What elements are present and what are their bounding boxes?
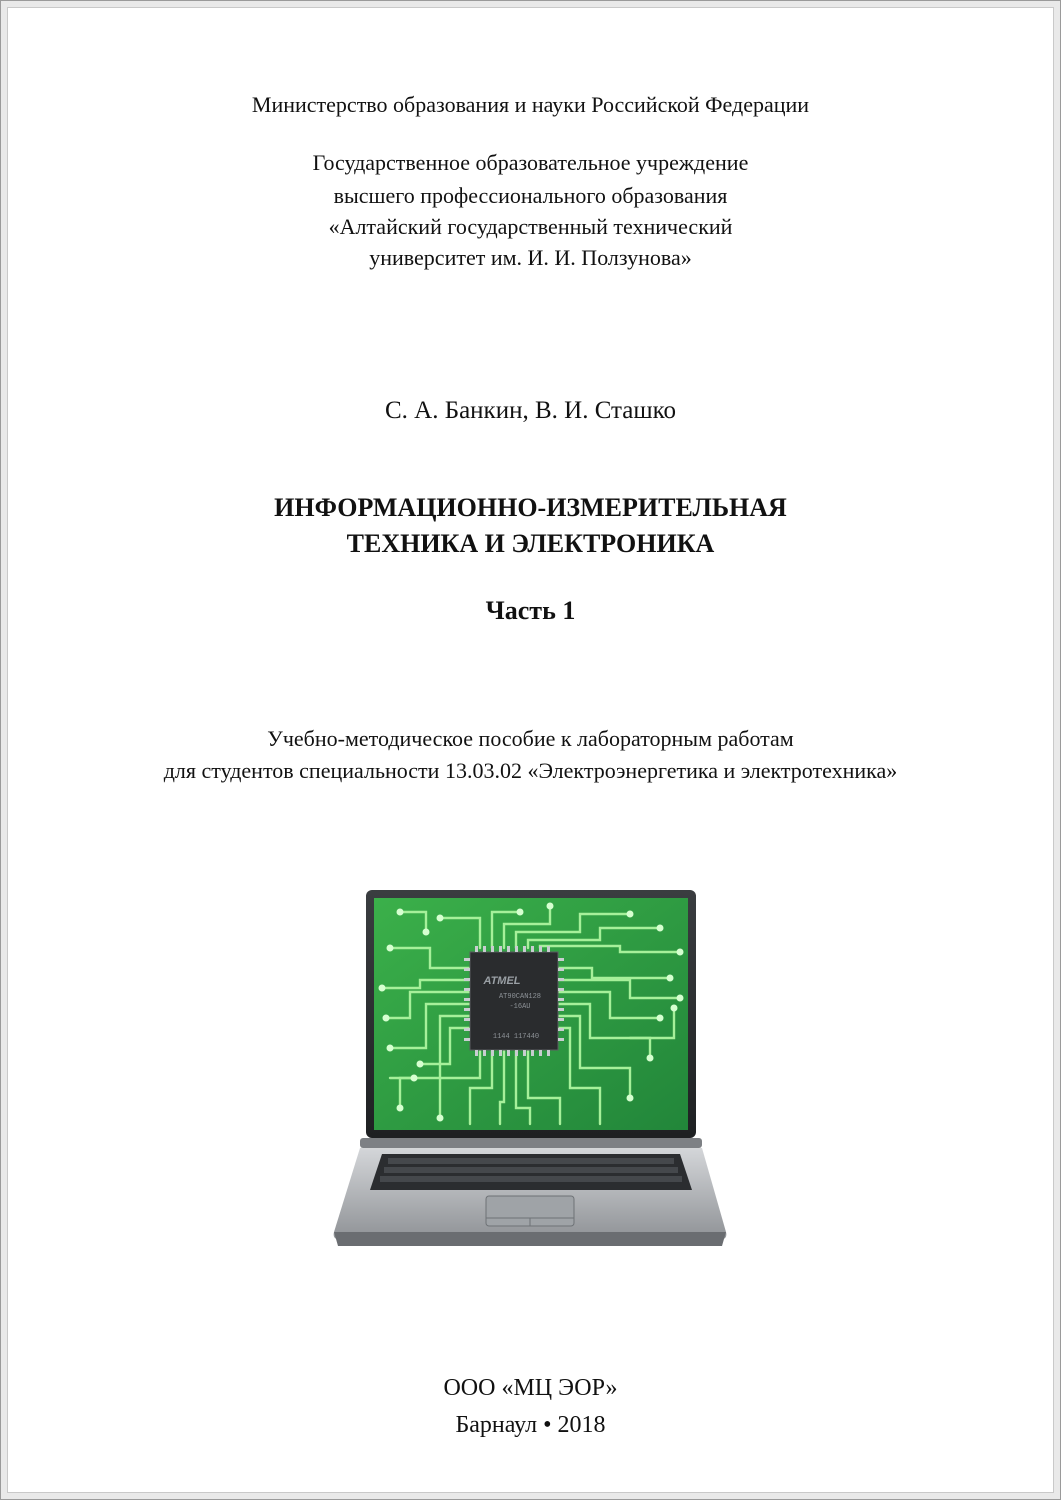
keyboard-keys — [380, 1158, 682, 1182]
description-line-2: для студентов специальности 13.03.02 «Электроэнергетика и электротехника» — [163, 758, 898, 783]
part-number: Часть 1 — [485, 596, 576, 625]
laptop-front-edge — [334, 1232, 726, 1246]
chip-suffix: -16AU — [509, 1003, 531, 1011]
authors: С. А. Банкин, В. И. Сташко — [385, 397, 676, 424]
publisher-name: ООО «МЦ ЭОР» — [443, 1375, 618, 1401]
chip-lot: 1144 117440 — [492, 1033, 540, 1041]
publisher-city-year: Барнаул • 2018 — [455, 1412, 606, 1438]
chip-model: AT90CAN128 — [498, 993, 542, 1001]
laptop-circuit-board-icon — [330, 888, 730, 1248]
institution-line-1: Государственное образовательное учреждение — [312, 150, 749, 175]
microcontroller-chip — [464, 946, 564, 1056]
ministry-line: Министерство образования и науки Российской Федерации — [251, 92, 810, 117]
book-title-line-2: ТЕХНИКА И ЭЛЕКТРОНИКА — [346, 529, 715, 558]
institution-line-3: «Алтайский государственный технический — [328, 214, 733, 239]
description-line-1: Учебно-методическое пособие к лабораторным работам — [267, 726, 794, 751]
book-title-line-1: ИНФОРМАЦИОННО-ИЗМЕРИТЕЛЬНАЯ — [274, 493, 787, 522]
laptop-hinge — [360, 1138, 702, 1148]
chip-brand: ATMEL — [483, 975, 521, 987]
institution-line-4: университет им. И. И. Ползунова» — [369, 245, 692, 270]
institution-line-2: высшего профессионального образования — [333, 183, 728, 208]
